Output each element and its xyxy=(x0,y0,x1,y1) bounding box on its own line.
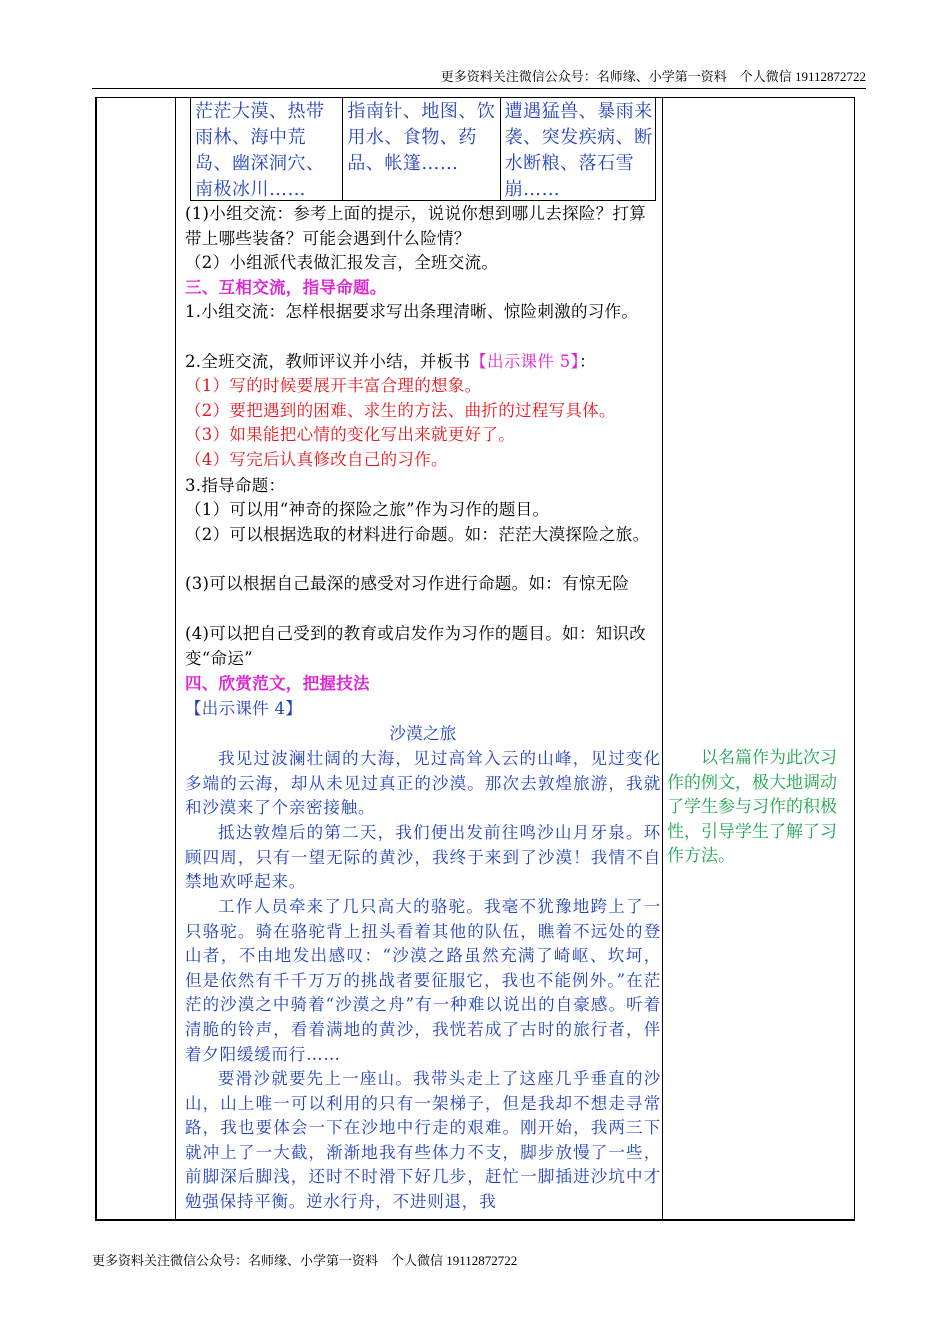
summary-item-1: （1）写的时候要展开丰富合理的想象。 xyxy=(185,376,482,395)
summary-item-3: （3）如果能把心情的变化写出来就更好了。 xyxy=(185,425,515,444)
essay-paragraph-1: 我见过波澜壮阔的大海，见过高耸入云的山峰，见过变化多端的云海，却从未见过真正的沙漠。那次去敦煌旅游，我就和沙漠来了个亲密接触。 xyxy=(185,749,661,818)
summary-item-4: （4）写完后认真修改自己的习作。 xyxy=(185,450,448,469)
summary-item-2: （2）要把遇到的困难、求生的方法、曲折的过程写具体。 xyxy=(185,401,616,420)
title-tip-1: （1）可以用“神奇的探险之旅”作为习作的题目。 xyxy=(185,500,550,519)
header-rule xyxy=(92,88,866,89)
table-divider-left xyxy=(175,97,176,1221)
tips-equipment: 指南针、地图、饮用水、食物、药品、帐篷…… xyxy=(342,97,499,200)
essay-title: 沙漠之旅 xyxy=(389,724,457,743)
tips-places: 茫茫大漠、热带雨林、海中荒岛、幽深洞穴、南极冰川…… xyxy=(195,101,325,200)
courseware-tag-5: 【出示课件 5】 xyxy=(470,352,580,371)
teaching-note: 以名篇作为此次习作的例文，极大地调动了学生参与习作的积极性，引导学生了解了习作方法。 xyxy=(667,748,837,866)
essay-paragraph-3: 工作人员牵来了几只高大的骆驼。我毫不犹豫地跨上了一只骆驼。骑在骆驼背上扭头看着其他的队伍，瞧着不远处的登山者，不由地发出感叹：“沙漠之路虽然充满了崎岖、坎坷，但是依然有千千万万的挑战者要征服它，我也不能例外。”在茫茫的沙漠之中骑着“沙漠之舟”有一种难以说出的自豪感。听着清脆的铃声，看着满地的黄沙，我恍若成了古时的旅行者，伴着夕阳缓缓而行…… xyxy=(185,897,661,1064)
tips-dangers: 遭遇猛兽、暴雨来袭、突发疾病、断水断粮、落石雪崩…… xyxy=(500,97,655,200)
courseware-tag-4: 【出示课件 4】 xyxy=(185,699,303,718)
title-tip-2: （2）可以根据选取的材料进行命题。如：茫茫大漠探险之旅。 xyxy=(185,525,650,544)
title-tip-4: (4)可以把自己受到的教育或启发作为习作的题目。如：知识改变“命运” xyxy=(185,624,647,668)
colon: ： xyxy=(579,352,596,371)
essay-paragraph-2: 抵达敦煌后的第二天，我们便出发前往鸣沙山月牙泉。环顾四周，只有一望无际的黄沙，我终于来到了沙漠！我情不自禁地欢呼起来。 xyxy=(185,823,661,892)
title-tip-3: (3)可以根据自己最深的感受对习作进行命题。如：有惊无险 xyxy=(185,574,630,593)
section-3-point-1: 1.小组交流：怎样根据要求写出条理清晰、惊险刺激的习作。 xyxy=(185,302,639,321)
page-footer: 更多资料关注微信公众号：名师缘、小学第一资料 个人微信 19112872722 xyxy=(92,1253,518,1268)
discussion-step-1: (1)小组交流：参考上面的提示，说说你想到哪儿去探险？打算带上哪些装备？可能会遇到什么险情？ xyxy=(185,204,647,248)
page-header: 更多资料关注微信公众号：名师缘、小学第一资料 个人微信 19112872722 xyxy=(440,69,866,84)
section-3-point-2-text: 2.全班交流，教师评议并小结，并板书 xyxy=(185,352,471,371)
discussion-step-2: （2）小组派代表做汇报发言，全班交流。 xyxy=(185,253,499,272)
tips-table xyxy=(190,97,656,201)
section-4-heading: 四、欣赏范文，把握技法 xyxy=(185,674,370,693)
essay-paragraph-4: 要滑沙就要先上一座山。我带头走上了这座几乎垂直的沙山，山上唯一可以利用的只有一架梯子，但是我却不想走寻常路，我也要体会一下在沙地中行走的艰难。刚开始，我两三下就冲上了一大截，渐渐地我有些体力不支，脚步放慢了一些，前脚深后脚浅，还时不时滑下好几步，赶忙一脚插进沙坑中才勉强保持平衡。逆水行舟，不进则退，我 xyxy=(185,1069,661,1211)
table-divider-right xyxy=(662,97,663,1221)
section-3-heading: 三、互相交流，指导命题。 xyxy=(185,278,387,297)
section-3-point-3: 3.指导命题： xyxy=(185,476,286,495)
section-3-point-2 xyxy=(185,350,661,375)
